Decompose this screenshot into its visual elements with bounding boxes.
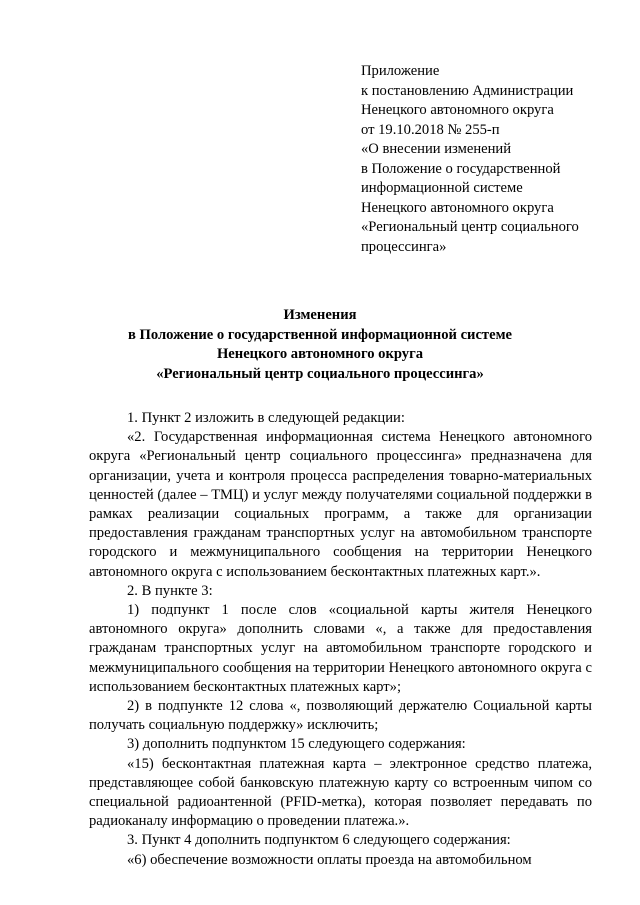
- appendix-line: к постановлению Администрации: [361, 82, 574, 99]
- body-paragraph: «6) обеспечение возможности оплаты проезда на автомобильном: [127, 851, 532, 868]
- appendix-header: [361, 62, 611, 257]
- body-paragraph: «15) бесконтактная платежная карта – электронное средство платежа, представляющее собой банковскую платежную карту со встроенным чипом со специальной радиоантенной (PFID-метка), которая позволяет передавать по радиоканалу информацию о проведении платежа.».: [89, 755, 592, 830]
- appendix-line: в Положение о государственной: [361, 160, 561, 177]
- body-paragraph: 3. Пункт 4 дополнить подпунктом 6 следующего содержания:: [127, 832, 511, 849]
- appendix-line: информационной системе: [361, 180, 523, 196]
- body-paragraph: «2. Государственная информационная система Ненецкого автономного округа «Региональный центр социального процессинга» предназначена для организации, учета и контроля процесса распределения товарно-материальных ценностей (далее – ТМЦ) и услуг между получателями социальной поддержки в рамках реализации социальных программ, а также для организации предоставления гражданам транспортных услуг на автомобильном транспорте городского и межмуниципального сообщения на территории Ненецкого автономного округа с использованием бесконтактных платежных карт.».: [89, 429, 592, 580]
- appendix-line: «Региональный центр социального: [361, 219, 579, 235]
- document-body: [89, 409, 592, 870]
- document-title: [0, 306, 640, 384]
- title-line: «Региональный центр социального процессинга»: [156, 365, 484, 382]
- appendix-line: Ненецкого автономного округа: [361, 199, 554, 216]
- title-line: Ненецкого автономного округа: [216, 346, 424, 362]
- title-line: в Положение о государственной информационной системе: [127, 326, 512, 343]
- body-paragraph: 1) подпункт 1 после слов «социальной карты жителя Ненецкого автономного округа» дополнить словами «, а также для предоставления гражданам транспортных услуг на автомобильном транспорте городского и межмуниципального сообщения на территории Ненецкого автономного округа с использованием бесконтактных платежных карт»;: [89, 602, 592, 695]
- appendix-line: процессинга»: [361, 238, 447, 255]
- title-line: Изменения: [283, 307, 357, 323]
- appendix-line: от 19.10.2018 № 255-п: [361, 121, 500, 138]
- body-paragraph: 2. В пункте 3:: [127, 582, 213, 599]
- body-paragraph: 3) дополнить подпунктом 15 следующего содержания:: [127, 736, 466, 753]
- appendix-line: Приложение: [361, 63, 440, 79]
- body-paragraph: 1. Пункт 2 изложить в следующей редакции:: [127, 410, 405, 426]
- appendix-line: Ненецкого автономного округа: [361, 102, 554, 118]
- appendix-line: «О внесении изменений: [361, 141, 512, 157]
- body-paragraph: 2) в подпункте 12 слова «, позволяющий держателю Социальной карты получать социальную поддержку» исключить;: [89, 698, 592, 734]
